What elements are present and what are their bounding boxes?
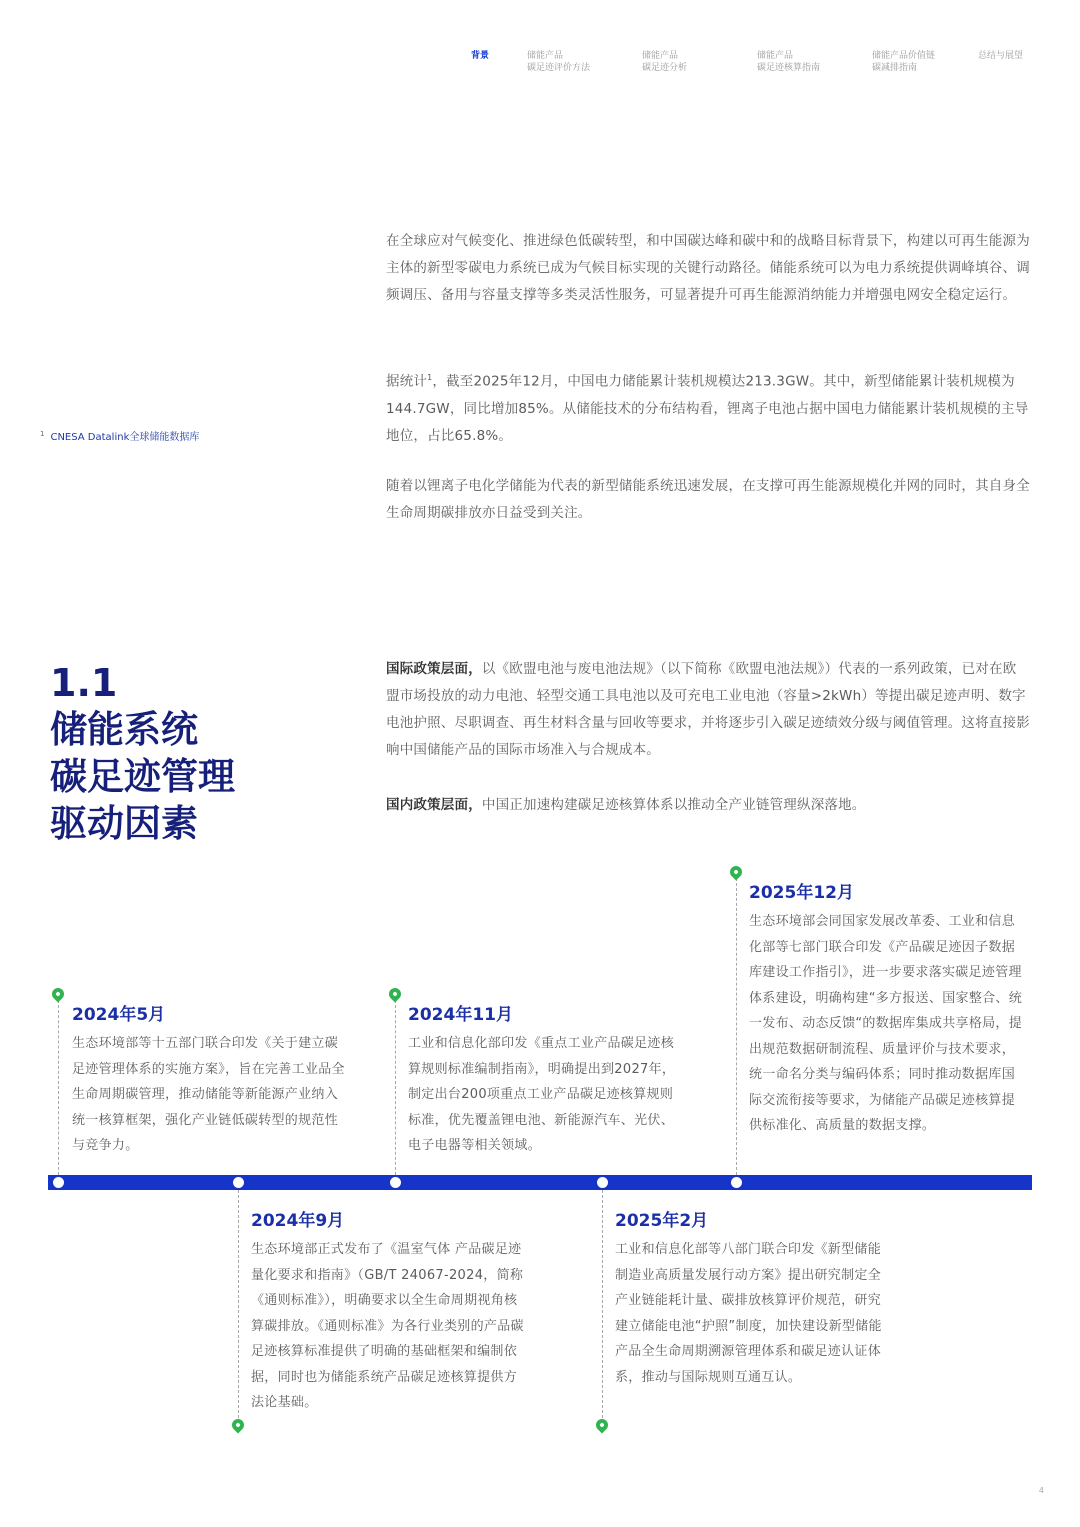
nav-label: 碳足迹评价方法 bbox=[527, 63, 591, 73]
event-description: 工业和信息化部印发《重点工业产品碳足迹核算规则标准编制指南》，明确提出到2027年，制定出台200项重点工业产品碳足迹核算规则标准，优先覆盖锂电池、新能源汽车、光伏、电子电器等相关领域。 bbox=[408, 1036, 676, 1153]
nav-label: 总结与展望 bbox=[978, 51, 1024, 61]
intro-paragraph-2 bbox=[386, 364, 1030, 450]
policy-label: 国际政策层面， bbox=[386, 661, 482, 677]
event-date: 2024年9月 bbox=[251, 1211, 345, 1231]
timeline-connector bbox=[58, 1000, 59, 1175]
footnote-mark: 1 bbox=[40, 429, 45, 438]
event-description: 生态环境部等十五部门联合印发《关于建立碳足迹管理体系的实施方案》，旨在完善工业品全生命周期碳管理，推动储能等新能源产业纳入统一核算框架，强化产业链低碳转型的规范性与竞争力。 bbox=[72, 1036, 345, 1153]
nav-label: 储能产品价值链 bbox=[872, 51, 936, 61]
nav-item-background[interactable] bbox=[471, 50, 489, 62]
footnote bbox=[40, 428, 199, 443]
timeline-dot bbox=[731, 1177, 742, 1188]
nav-item-reduction-guide[interactable] bbox=[872, 50, 935, 74]
nav-label: 储能产品 bbox=[757, 51, 794, 61]
location-pin-icon bbox=[594, 1417, 611, 1434]
timeline-bar bbox=[48, 1175, 1032, 1190]
nav-label: 背景 bbox=[471, 51, 490, 61]
policy-label: 国内政策层面， bbox=[386, 797, 482, 813]
section-title-line: 储能系统 bbox=[50, 708, 198, 751]
location-pin-icon bbox=[387, 986, 404, 1003]
intro-paragraph-1: 在全球应对气候变化、推进绿色低碳转型，和中国碳达峰和碳中和的战略目标背景下，构建以可再生能源为主体的新型零碳电力系统已成为气候目标实现的关键行动路径。储能系统可以为电力系统提供调峰填谷、调频调压、备用与容量支撑等多类灵活性服务，可显著提升可再生能源消纳能力并增强电网安全稳定运行。 bbox=[386, 233, 1030, 303]
nav-label: 碳足迹分析 bbox=[642, 63, 688, 73]
stat-body: ，截至2025年12月，中国电力储能累计装机规模达213.3GW。其中，新型储能累计装机规模为144.7GW，同比增加85%。从储能技术的分布结构看，锂离子电池占据中国电力储能累计装机规模的主导地位，占比65.8%。 bbox=[386, 373, 1029, 444]
section-title-line: 驱动因素 bbox=[50, 802, 198, 845]
page-number: 4 bbox=[1038, 1486, 1044, 1495]
event-date: 2024年5月 bbox=[72, 1005, 166, 1025]
stat-lead: 据统计 bbox=[386, 373, 428, 390]
event-description: 工业和信息化部等八部门联合印发《新型储能制造业高质量发展行动方案》提出研究制定全产业链能耗计量、碳排放核算评价规范，研究建立储能电池“护照”制度，加快建设新型储能产品全生命周期溯源管理体系和碳足迹认证体系，推动与国际规则互通互认。 bbox=[615, 1242, 882, 1385]
intro-paragraph-3: 随着以锂离子电化学储能为代表的新型储能系统迅速发展，在支撑可再生能源规模化并网的同时，其自身全生命周期碳排放亦日益受到关注。 bbox=[386, 478, 1030, 521]
event-date: 2025年12月 bbox=[749, 883, 854, 903]
section-number: 1.1 bbox=[50, 661, 118, 705]
timeline-dot bbox=[597, 1177, 608, 1188]
top-navigation bbox=[0, 50, 1080, 90]
section-title-line: 碳足迹管理 bbox=[50, 755, 235, 798]
location-pin-icon bbox=[728, 864, 745, 881]
nav-label: 碳足迹核算指南 bbox=[757, 63, 821, 73]
timeline-dot bbox=[233, 1177, 244, 1188]
domestic-policy-paragraph bbox=[386, 792, 1030, 819]
footnote-ref[interactable]: 1 bbox=[427, 373, 433, 382]
timeline-connector bbox=[395, 1000, 396, 1175]
nav-item-accounting-guide[interactable] bbox=[757, 50, 820, 74]
location-pin-icon bbox=[230, 1417, 247, 1434]
section-title bbox=[50, 706, 235, 847]
event-description: 生态环境部正式发布了《温室气体 产品碳足迹量化要求和指南》（GB/T 24067-2024，简称《通则标准》），明确要求以全生命周期视角核算碳排放。《通则标准》为各行业类别的产品碳足迹核算标准提供了明确的基础框架和编制依据，同时也为储能系统产品碳足迹核算提供方法论基础。 bbox=[251, 1242, 524, 1410]
nav-label: 储能产品 bbox=[527, 51, 564, 61]
event-date: 2024年11月 bbox=[408, 1005, 513, 1025]
nav-item-summary[interactable] bbox=[978, 50, 1023, 62]
policy-text: 以《欧盟电池与废电池法规》（以下简称《欧盟电池法规》）代表的一系列政策，已对在欧盟市场投放的动力电池、轻型交通工具电池以及可充电工业电池（容量>2kWh）等提出碳足迹声明、数字电池护照、尽职调查、再生材料含量与回收等要求，并将逐步引入碳足迹绩效分级与阈值管理。这将直接影响中国储能产品的国际市场准入与合规成本。 bbox=[386, 661, 1030, 758]
footnote-text: CNESA Datalink全球储能数据库 bbox=[50, 432, 200, 443]
international-policy-paragraph bbox=[386, 656, 1030, 764]
timeline-dot bbox=[390, 1177, 401, 1188]
timeline-connector bbox=[602, 1190, 603, 1418]
nav-label: 储能产品 bbox=[642, 51, 679, 61]
timeline-dot bbox=[53, 1177, 64, 1188]
event-date: 2025年2月 bbox=[615, 1211, 709, 1231]
policy-text: 中国正加速构建碳足迹核算体系以推动全产业链管理纵深落地。 bbox=[481, 797, 866, 813]
nav-item-analysis[interactable] bbox=[642, 50, 687, 74]
nav-item-evaluation-method[interactable] bbox=[527, 50, 590, 74]
timeline-connector bbox=[736, 878, 737, 1175]
timeline-connector bbox=[238, 1190, 239, 1418]
location-pin-icon bbox=[50, 986, 67, 1003]
event-description: 生态环境部会同国家发展改革委、工业和信息化部等七部门联合印发《产品碳足迹因子数据库建设工作指引》，进一步要求落实碳足迹管理体系建设，明确构建“多方报送、国家整合、统一发布、动态反馈“的数据库集成共享格局，提出规范数据研制流程、质量评价与技术要求，统一命名分类与编码体系；同时推动数据库国际交流衔接等要求，为储能产品碳足迹核算提供标准化、高质量的数据支撑。 bbox=[749, 914, 1023, 1133]
nav-label: 碳减排指南 bbox=[872, 63, 918, 73]
